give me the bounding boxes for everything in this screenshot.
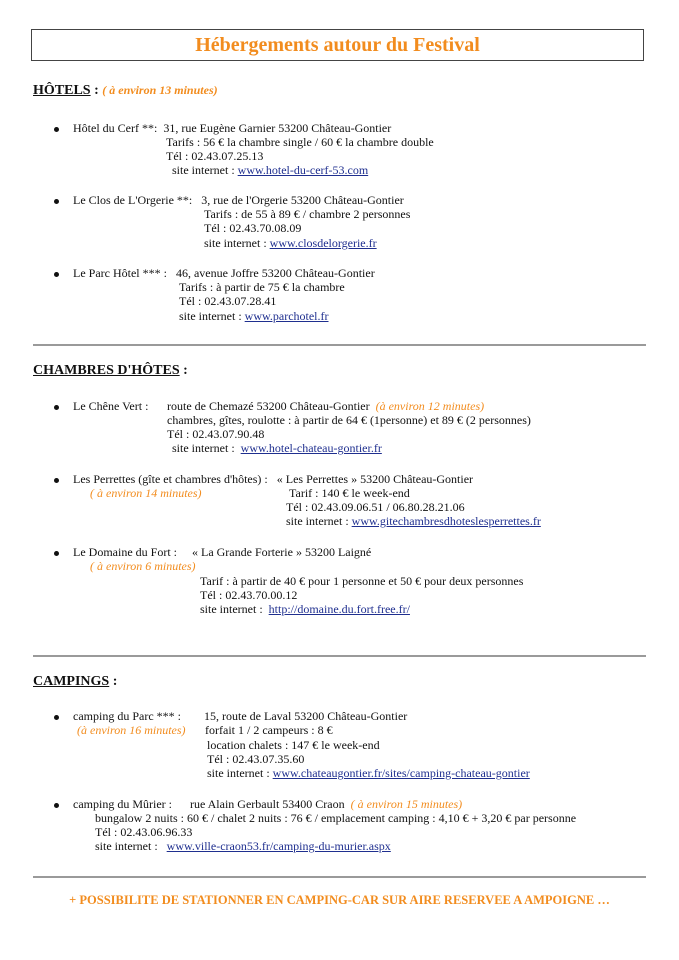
travel-time: ( à environ 15 minutes) [350, 797, 463, 811]
site-label: site internet : [172, 163, 235, 177]
camping-chalets: location chalets : 147 € le week-end [207, 738, 380, 752]
camping-tel: Tél : 02.43.06.96.33 [95, 825, 193, 839]
hotel-tel: Tél : 02.43.70.08.09 [204, 221, 302, 235]
lodging-name: Les Perrettes (gîte et chambres d'hôtes) : [73, 472, 268, 486]
divider [33, 344, 646, 346]
lodging-tel: Tél : 02.43.70.00.12 [200, 588, 298, 602]
section-heading: CAMPINGS [33, 674, 110, 689]
hotel-address: 46, avenue Joffre 53200 Château-Gontier [175, 266, 375, 280]
hotel-name: Le Parc Hôtel *** : [73, 266, 167, 280]
hotel-site-row [172, 163, 368, 177]
lodging-info: chambres, gîtes, roulotte : à partir de 64 € (1personne) et 89 € (2 personnes) [167, 413, 531, 427]
camping-address: 15, route de Laval 53200 Château-Gontier [204, 709, 408, 723]
hotel-address: 31, rue Eugène Garnier 53200 Château-Gontier [163, 121, 392, 135]
list-item [73, 545, 371, 559]
section-sep: : [109, 674, 118, 689]
lodging-site-row [172, 441, 382, 455]
hotel-site-link[interactable]: www.closdelorgerie.fr [269, 236, 377, 250]
section-chambres [33, 363, 188, 379]
divider [33, 876, 646, 878]
camping-tarifs: bungalow 2 nuits : 60 € / chalet 2 nuits : 76 € / emplacement camping : 4,10 € + 3,20 € par personne [95, 811, 577, 825]
camping-forfait: forfait 1 / 2 campeurs : 8 € [205, 723, 333, 737]
lodging-site-link[interactable]: www.gitechambresdhoteslesperrettes.fr [351, 514, 541, 528]
camping-site-row [207, 766, 530, 780]
page-title: Hébergements autour du Festival [195, 33, 480, 56]
bullet-icon [54, 199, 59, 204]
site-label: site internet : [207, 766, 270, 780]
camping-name: camping du Mûrier : [73, 797, 172, 811]
camping-address: rue Alain Gerbault 53400 Craon [189, 797, 345, 811]
lodging-name: Le Chêne Vert : [73, 399, 149, 413]
hotel-site-row [179, 309, 329, 323]
lodging-site-link[interactable]: http://domaine.du.fort.free.fr/ [268, 602, 410, 616]
section-heading: HÔTELS [33, 83, 91, 98]
lodging-address: « La Grande Forterie » 53200 Laigné [191, 545, 372, 559]
travel-time: (à environ 12 minutes) [375, 399, 485, 413]
lodging-tel: Tél : 02.43.09.06.51 / 06.80.28.21.06 [286, 500, 465, 514]
title-box [31, 29, 644, 61]
site-label: site internet : [286, 514, 349, 528]
site-label: site internet : [179, 309, 242, 323]
list-item [73, 121, 391, 135]
section-sep: : [179, 363, 188, 378]
hotel-address: 3, rue de l'Orgerie 53200 Château-Gontier [201, 193, 404, 207]
list-item [73, 399, 148, 413]
list-item [73, 709, 181, 723]
bullet-icon [54, 127, 59, 132]
list-item [73, 797, 462, 811]
travel-time [77, 723, 186, 737]
travel-time: ( à environ 13 minutes) [102, 83, 218, 97]
section-hotels [33, 83, 218, 99]
lodging-address: route de Chemazé 53200 Château-Gontier [167, 399, 370, 413]
hotel-tel: Tél : 02.43.07.25.13 [166, 149, 264, 163]
camping-name: camping du Parc *** : [73, 709, 181, 723]
list-item [73, 266, 375, 280]
bullet-icon [54, 405, 59, 410]
bullet-icon [54, 551, 59, 556]
list-item [73, 193, 404, 207]
travel-time [90, 486, 202, 500]
lodging-site-row [200, 602, 410, 616]
hotel-name: Hôtel du Cerf **: [73, 121, 158, 135]
site-label: site internet : [200, 602, 263, 616]
site-label: site internet : [172, 441, 235, 455]
camping-site-link[interactable]: www.chateaugontier.fr/sites/camping-chateau-gontier [272, 766, 530, 780]
bullet-icon [54, 272, 59, 277]
travel-time [90, 559, 196, 573]
travel-time-text: (à environ 16 minutes) [77, 723, 186, 737]
hotel-tarifs: Tarifs : à partir de 75 € la chambre [179, 280, 345, 294]
hotel-tarifs: Tarifs : de 55 à 89 € / chambre 2 personnes [204, 207, 411, 221]
lodging-site-row [286, 514, 541, 528]
camping-tel: Tél : 02.43.07.35.60 [207, 752, 305, 766]
footer-note: + POSSIBILITE DE STATIONNER EN CAMPING-CAR SUR AIRE RESERVEE A AMPOIGNE … [69, 893, 610, 907]
section-sep: : [90, 83, 103, 98]
travel-time-text: ( à environ 14 minutes) [90, 486, 202, 500]
camping-site-row [95, 839, 391, 853]
section-campings [33, 674, 117, 690]
hotel-tarifs: Tarifs : 56 € la chambre single / 60 € la chambre double [166, 135, 434, 149]
hotel-tel: Tél : 02.43.07.28.41 [179, 294, 277, 308]
hotel-site-row [204, 236, 377, 250]
lodging-site-link[interactable]: www.hotel-chateau-gontier.fr [240, 441, 382, 455]
bullet-icon [54, 803, 59, 808]
bullet-icon [54, 715, 59, 720]
lodging-tarif: Tarif : 140 € le week-end [289, 486, 410, 500]
travel-time-text: ( à environ 6 minutes) [90, 559, 196, 573]
divider [33, 655, 646, 657]
camping-site-link[interactable]: www.ville-craon53.fr/camping-du-murier.aspx [166, 839, 391, 853]
lodging-address: « Les Perrettes » 53200 Château-Gontier [276, 472, 474, 486]
hotel-name: Le Clos de L'Orgerie **: [73, 193, 193, 207]
site-label: site internet : [204, 236, 267, 250]
hotel-site-link[interactable]: www.parchotel.fr [244, 309, 329, 323]
list-item [73, 472, 473, 486]
lodging-tarif: Tarif : à partir de 40 € pour 1 personne et 50 € pour deux personnes [200, 574, 524, 588]
lodging-name: Le Domaine du Fort : [73, 545, 177, 559]
section-heading: CHAMBRES D'HÔTES [33, 363, 180, 378]
lodging-tel: Tél : 02.43.07.90.48 [167, 427, 265, 441]
lodging-address-row [167, 399, 484, 413]
hotel-site-link[interactable]: www.hotel-du-cerf-53.com [237, 163, 369, 177]
site-label: site internet : [95, 839, 158, 853]
bullet-icon [54, 478, 59, 483]
